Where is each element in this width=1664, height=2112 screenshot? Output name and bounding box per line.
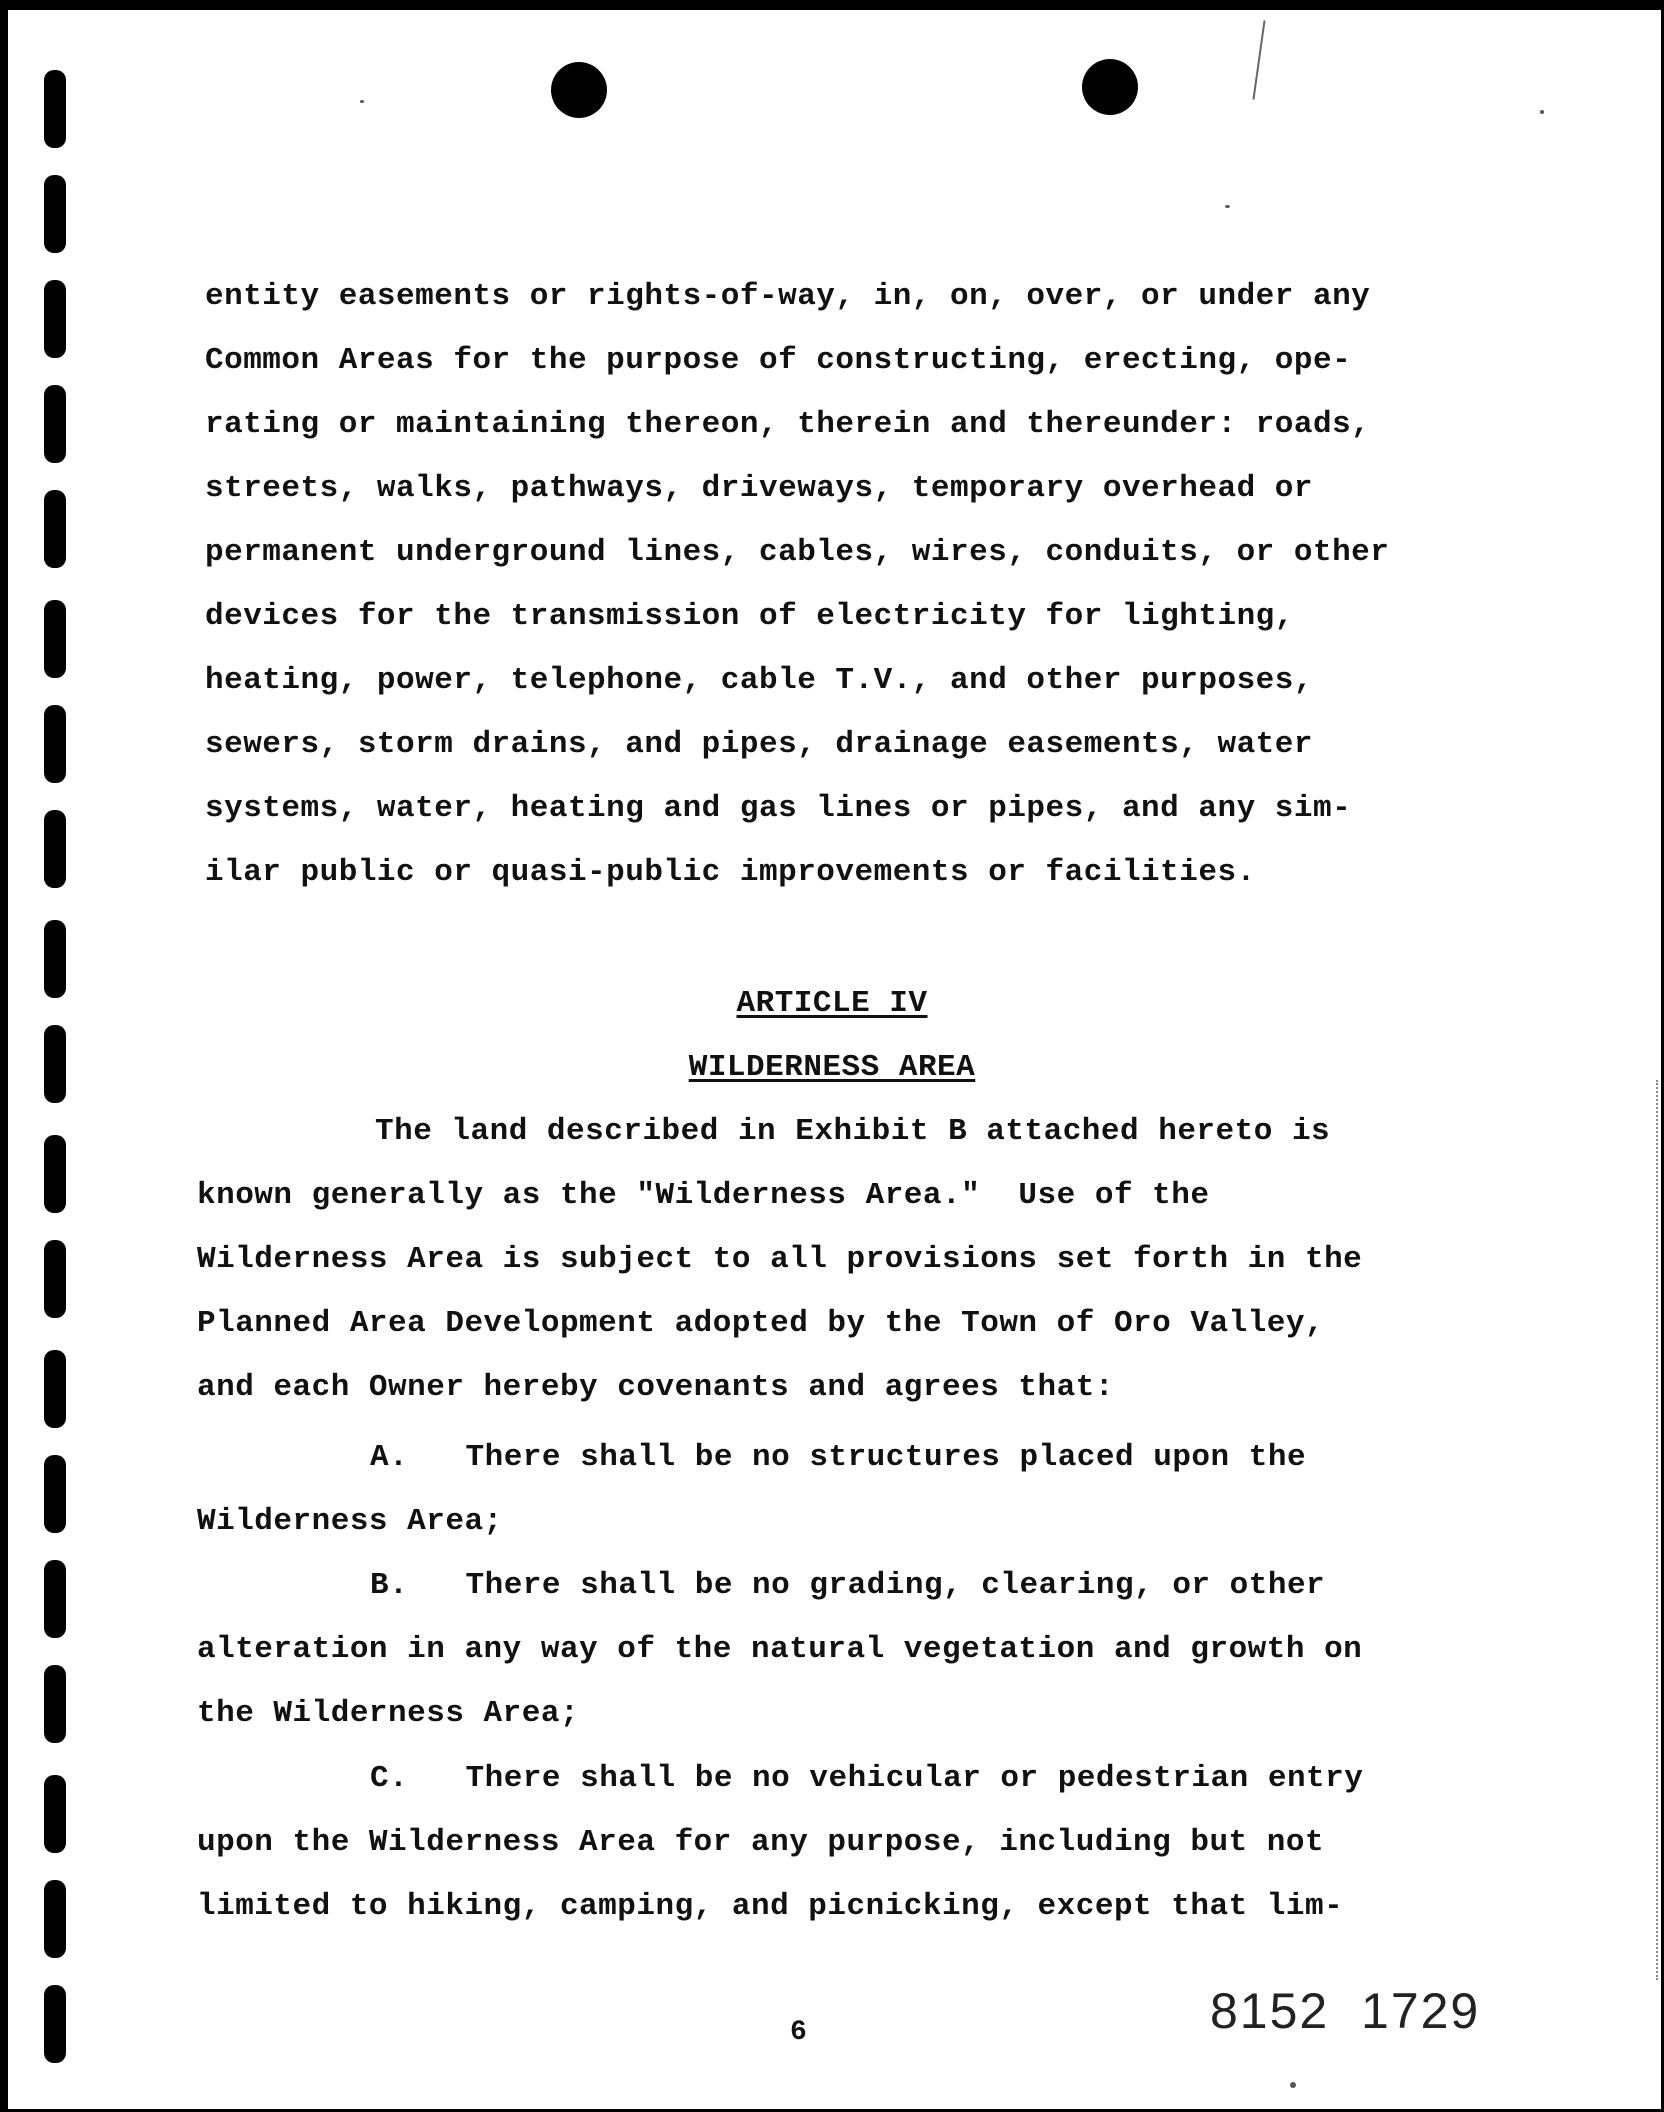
text-line: upon the Wilderness Area for any purpose, including but not [197, 1825, 1325, 1860]
scan-edge-dots [1654, 1080, 1658, 1980]
text-line: systems, water, heating and gas lines or pipes, and any sim- [205, 791, 1352, 826]
text-line: Common Areas for the purpose of constructing, erecting, ope- [205, 343, 1352, 378]
scan-top-edge [0, 0, 1664, 10]
scan-speck [360, 100, 364, 103]
feed-hole [44, 810, 66, 888]
feed-hole [44, 1455, 66, 1533]
feed-hole [44, 280, 66, 358]
text-line: streets, walks, pathways, driveways, temporary overhead or [205, 471, 1313, 506]
punch-hole-left [551, 62, 607, 118]
feed-hole [44, 1560, 66, 1638]
feed-hole [44, 1985, 66, 2063]
text-line: A. There shall be no structures placed upon the [370, 1440, 1307, 1475]
text-line: entity easements or rights-of-way, in, on, over, or under any [205, 279, 1371, 314]
text-line: permanent underground lines, cables, wires, conduits, or other [205, 535, 1390, 570]
feed-hole [44, 1775, 66, 1853]
text-line: C. There shall be no vehicular or pedestrian entry [370, 1761, 1364, 1796]
feed-hole [44, 1350, 66, 1428]
text-line: devices for the transmission of electricity for lighting, [205, 599, 1294, 634]
text-line: ilar public or quasi-public improvements or facilities. [205, 855, 1256, 890]
feed-hole [44, 1880, 66, 1958]
feed-hole [44, 1665, 66, 1743]
feed-hole [44, 490, 66, 568]
text-line: alteration in any way of the natural vegetation and growth on [197, 1632, 1363, 1667]
article-heading: ARTICLE IV [736, 986, 928, 1021]
text-line: B. There shall be no grading, clearing, or other [370, 1568, 1326, 1603]
feed-hole [44, 385, 66, 463]
text-line: Planned Area Development adopted by the Town of Oro Valley, [197, 1306, 1325, 1341]
punch-hole-right [1082, 59, 1138, 115]
scan-speck [1225, 205, 1230, 208]
text-line: The land described in Exhibit B attached hereto is [375, 1114, 1331, 1149]
feed-hole [44, 1135, 66, 1213]
feed-hole [44, 600, 66, 678]
article-title: WILDERNESS AREA [688, 1050, 976, 1085]
text-line: Wilderness Area is subject to all provisions set forth in the [197, 1242, 1363, 1277]
text-line: and each Owner hereby covenants and agrees that: [197, 1370, 1114, 1405]
page-number: 6 [790, 2017, 807, 2048]
text-line: limited to hiking, camping, and picnicking, except that lim- [197, 1889, 1344, 1924]
feed-hole [44, 70, 66, 148]
text-line: the Wilderness Area; [197, 1696, 580, 1731]
text-line: rating or maintaining thereon, therein and thereunder: roads, [205, 407, 1371, 442]
recording-number: 8152 1729 [1210, 1983, 1481, 2039]
text-line: sewers, storm drains, and pipes, drainage easements, water [205, 727, 1313, 762]
feed-hole [44, 175, 66, 253]
text-line: heating, power, telephone, cable T.V., and other purposes, [205, 663, 1313, 698]
scan-speck [1540, 110, 1544, 114]
feed-hole [44, 705, 66, 783]
scan-speck [1290, 2082, 1296, 2088]
feed-hole [44, 1240, 66, 1318]
text-line: Wilderness Area; [197, 1504, 503, 1539]
text-line: known generally as the "Wilderness Area." Use of the [197, 1178, 1210, 1213]
